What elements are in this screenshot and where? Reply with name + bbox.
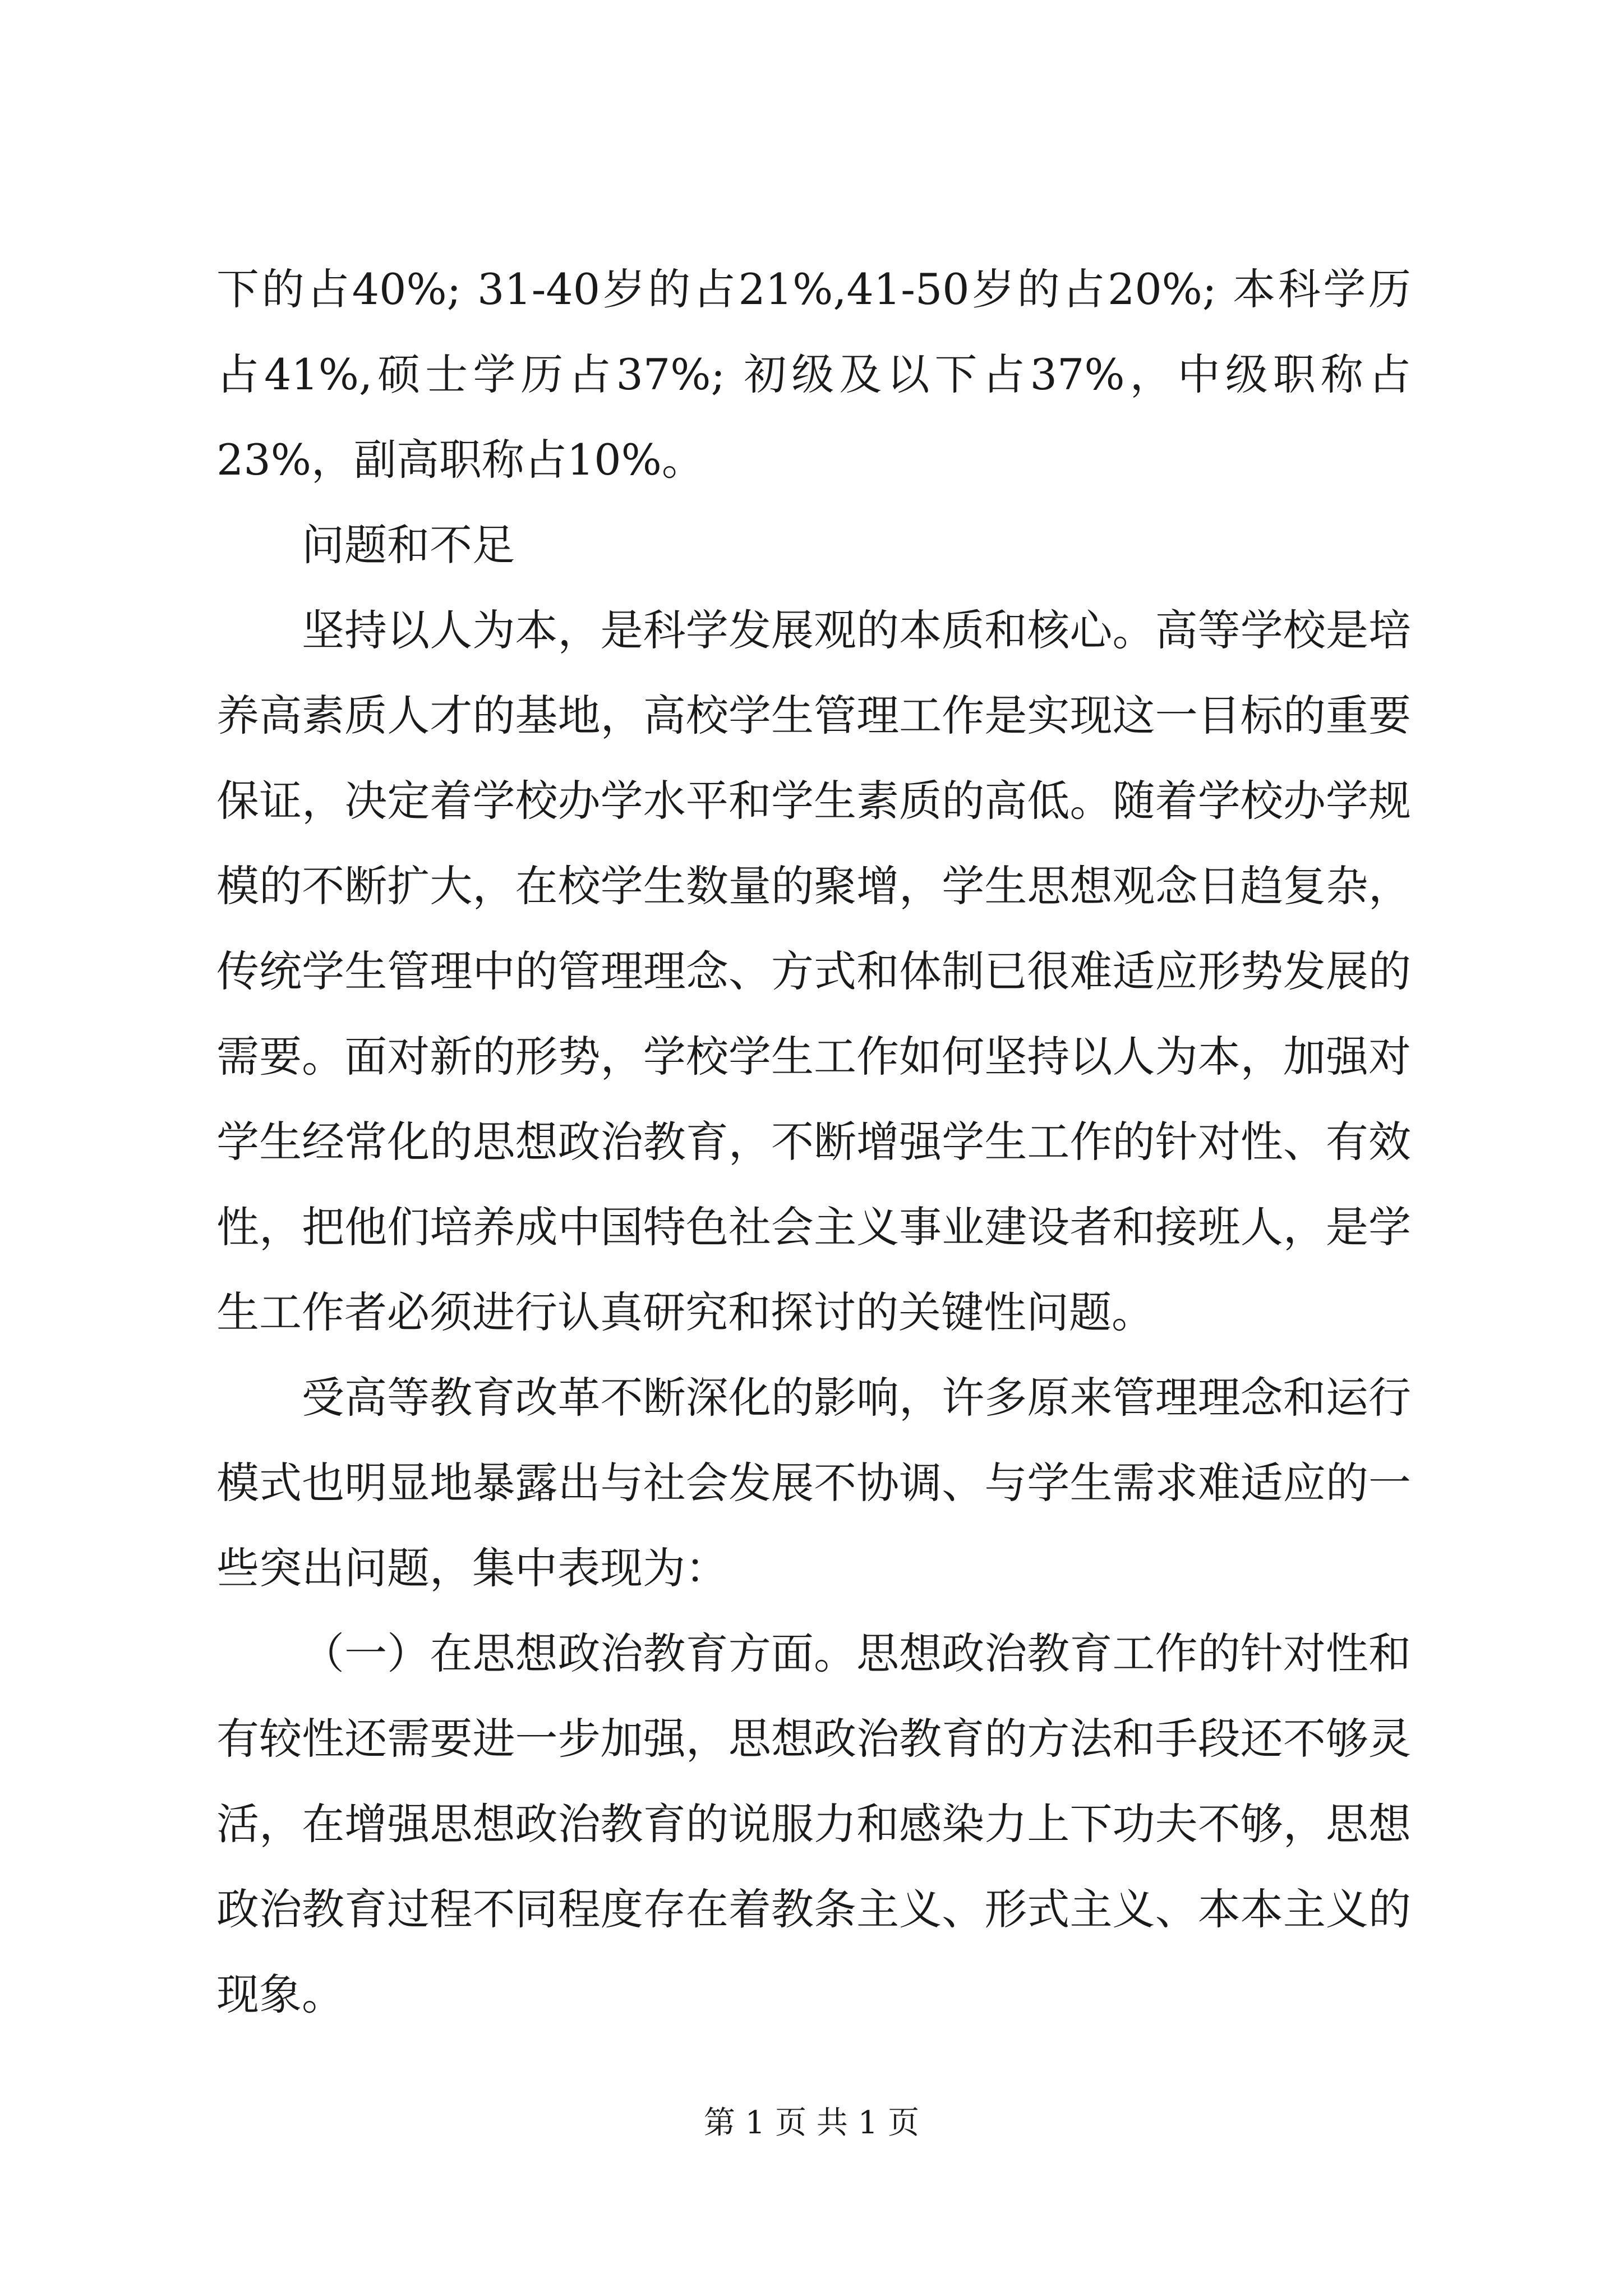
page-footer: 第 1 页 共 1 页	[703, 2105, 920, 2141]
paragraph-ideological-education: （一）在思想政治教育方面。思想政治教育工作的针对性和有较性还需要进一步加强，思想政治教育的方法和手段还不够灵活，在增强思想政治教育的说服力和感染力上下功夫不够，思想政治教育过程不同程度存在着教条主义、形式主义、本本主义的现象。	[216, 1628, 1411, 2019]
document-body	[216, 247, 1411, 2037]
paragraph-people-oriented: 坚持以人为本，是科学发展观的本质和核心。高等学校是培养高素质人才的基地，高校学生管理工作是实现这一目标的重要保证，决定着学校办学水平和学生素质的高低。随着学校办学规模的不断扩大，在校学生数量的聚增，学生思想观念日趋复杂，传统学生管理中的管理理念、方式和体制已很难适应形势发展的需要。面对新的形势，学校学生工作如何坚持以人为本，加强对学生经常化的思想政治教育，不断增强学生工作的针对性、有效性，把他们培养成中国特色社会主义事业建设者和接班人，是学生工作者必须进行认真研究和探讨的关键性问题。	[216, 605, 1411, 1337]
paragraph-reform-impact: 受高等教育改革不断深化的影响，许多原来管理理念和运行模式也明显地暴露出与社会发展不协调、与学生需求难适应的一些突出问题，集中表现为：	[216, 1373, 1411, 1593]
section-heading-problems: 问题和不足	[302, 520, 515, 570]
paragraph-statistics: 下的占40%; 31-40岁的占21%,41-50岁的占20%; 本科学历占41%,硕士学历占37%; 初级及以下占37%，中级职称占23%，副高职称占10%。	[216, 264, 1411, 485]
